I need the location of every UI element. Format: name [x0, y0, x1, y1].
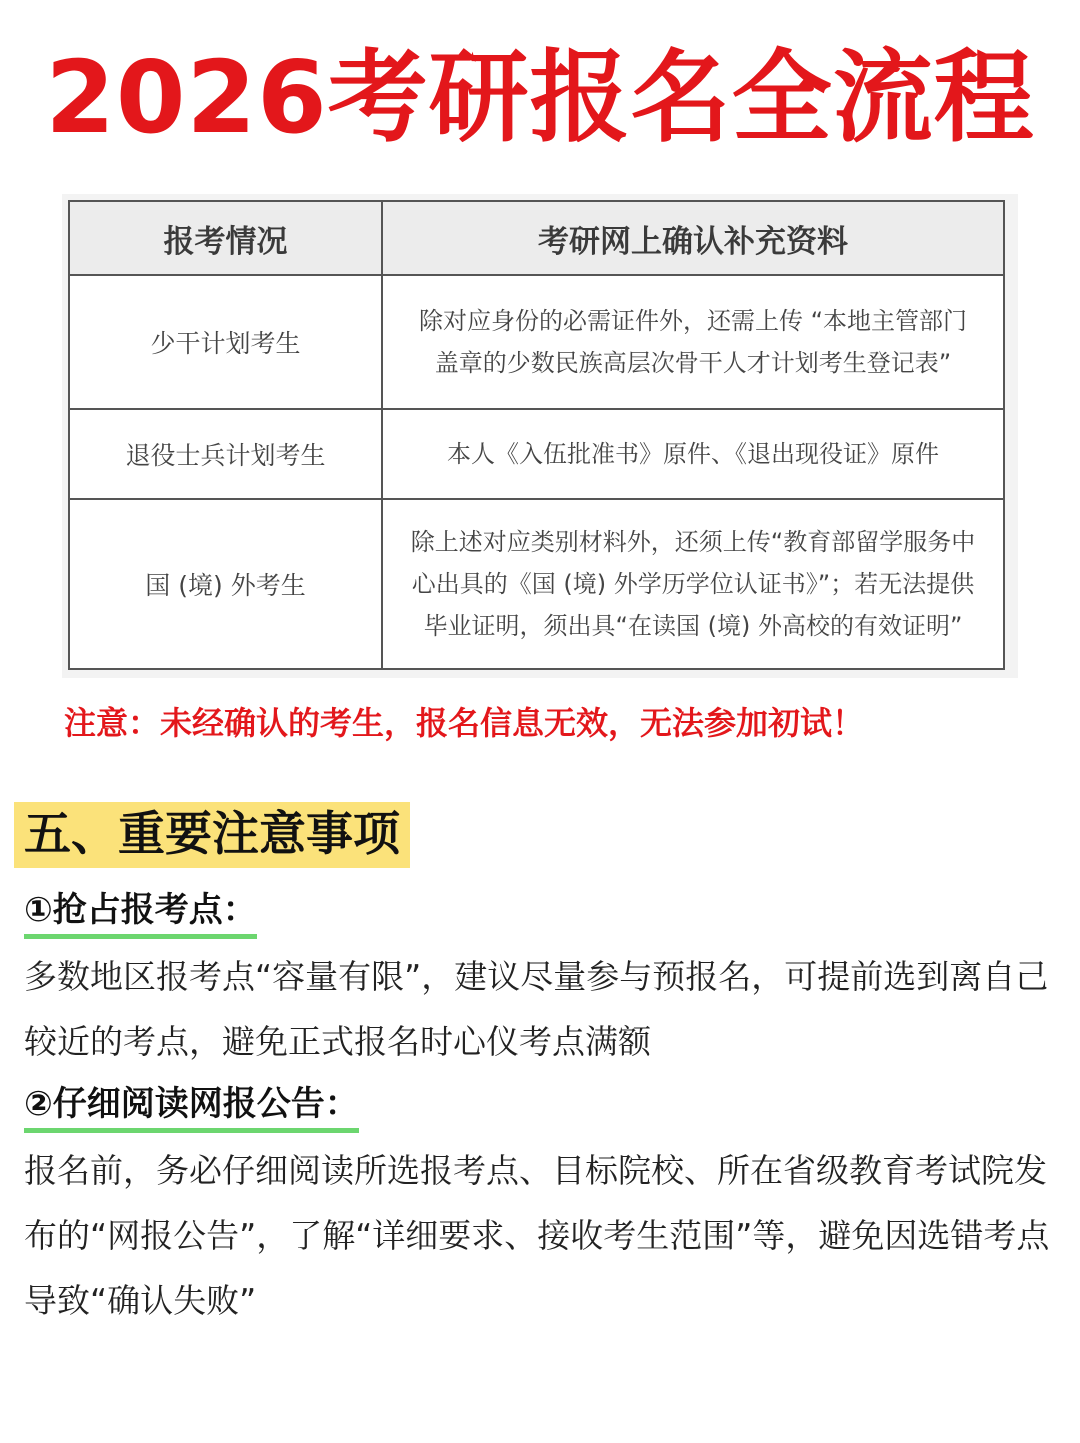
row-material — [382, 499, 1004, 669]
item-heading-announcement: ②仔细阅读网报公告： — [24, 1080, 359, 1133]
row-category: 退役士兵计划考生 — [69, 409, 382, 499]
row-category: 国 (境) 外考生 — [69, 499, 382, 669]
table-header-category: 报考情况 — [69, 201, 382, 275]
notice-text: 注意：未经确认的考生，报名信息无效，无法参加初试！ — [64, 704, 865, 742]
item-text-announcement: 报名前，务必仔细阅读所选报考点、目标院校、所在省级教育考试院发布的“网报公告”，了解“详细要求、接收考生范围”等，避免因选错考点导致“确认失败” — [24, 1151, 1050, 1320]
material-line: 盖章的少数民族高层次骨干人才计划考生登记表” — [434, 349, 952, 377]
table-row — [69, 499, 1004, 669]
material-line: 心出具的《国 (境) 外学历学位认证书》”；若无法提供 — [411, 570, 975, 598]
row-material — [382, 409, 1004, 499]
row-category: 少干计划考生 — [69, 275, 382, 409]
table-row — [69, 409, 1004, 499]
table-header-row — [69, 201, 1004, 275]
material-line: 除上述对应类别材料外，还须上传“教育部留学服务中 — [410, 528, 976, 556]
item-heading-exam-site: ①抢占报考点： — [24, 886, 257, 939]
material-line: 毕业证明，须出具“在读国 (境) 外高校的有效证明” — [423, 612, 963, 640]
item-text-exam-site: 多数地区报考点“容量有限”，建议尽量参与预报名，可提前选到离自己较近的考点，避免正式报名时心仪考点满额 — [24, 957, 1049, 1061]
requirements-table-container — [62, 194, 1018, 678]
requirements-table — [68, 200, 1005, 670]
table-row — [69, 275, 1004, 409]
row-material — [382, 275, 1004, 409]
page-title: 2026考研报名全流程 — [45, 39, 1035, 156]
table-header-material: 考研网上确认补充资料 — [382, 201, 1004, 275]
material-line: 本人《入伍批准书》原件、《退出现役证》原件 — [447, 440, 939, 468]
section-heading: 五、重要注意事项 — [14, 802, 410, 868]
material-line: 除对应身份的必需证件外，还需上传 “本地主管部门 — [418, 307, 968, 335]
